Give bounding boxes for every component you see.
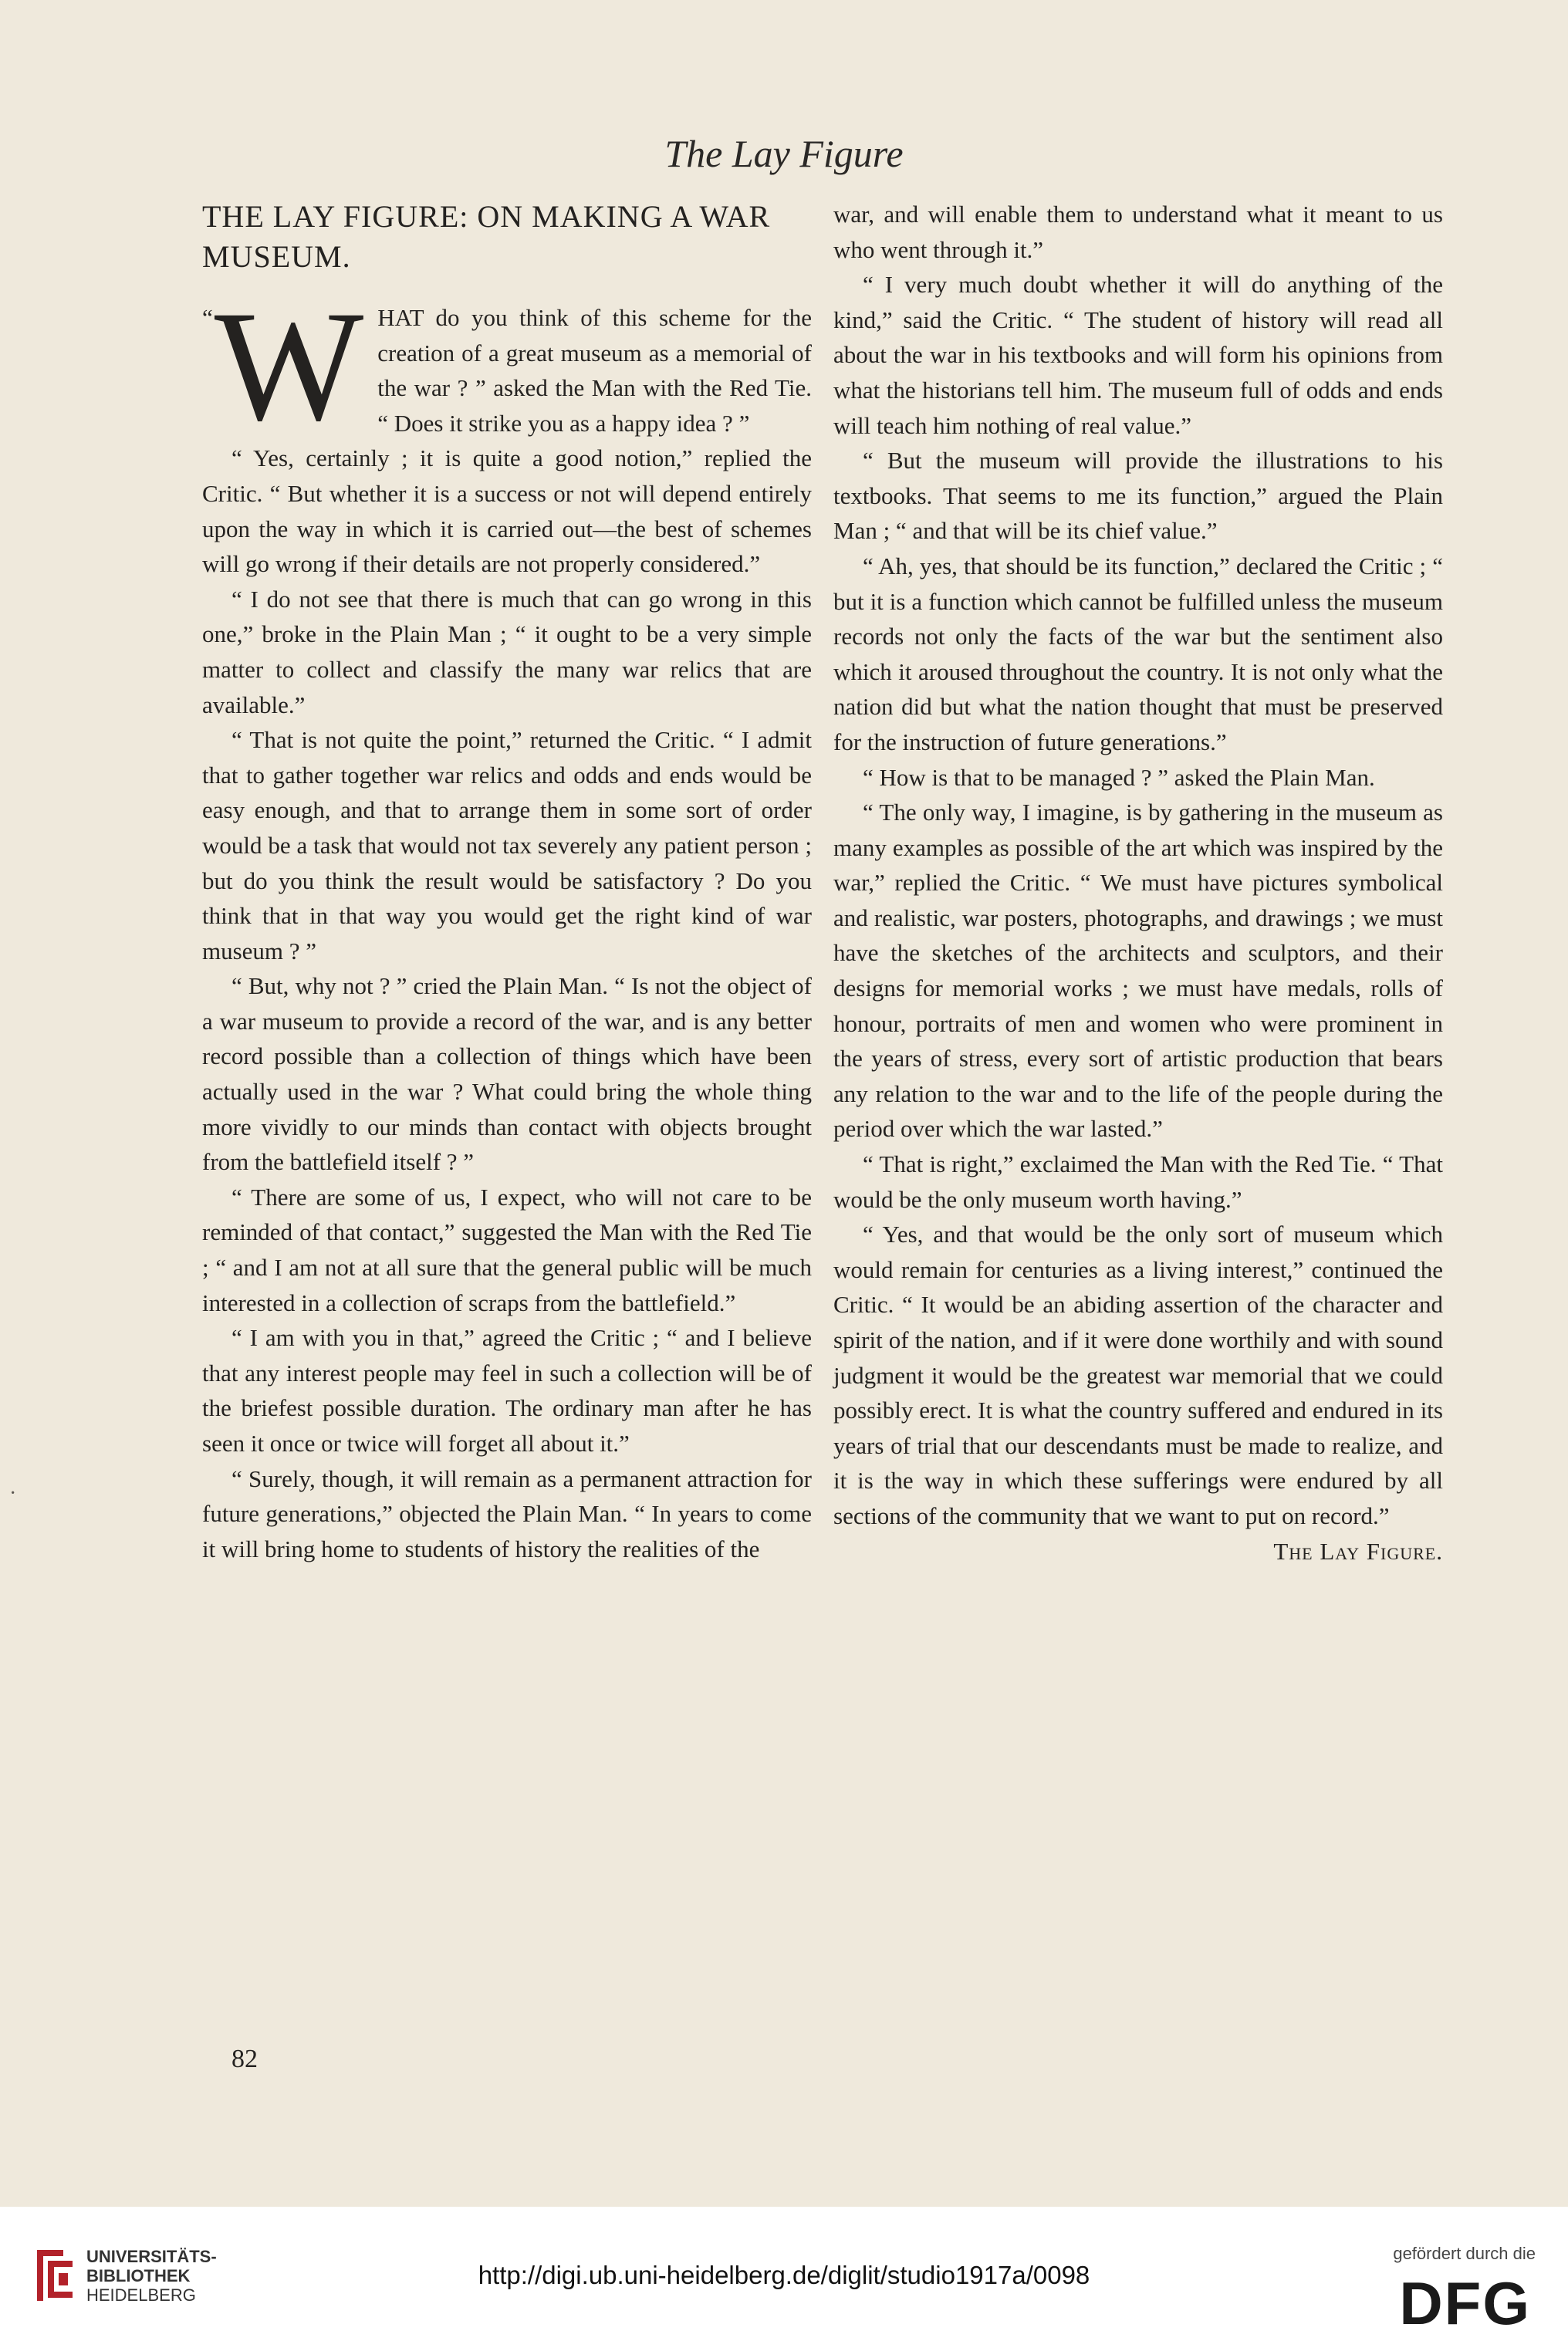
right-column	[833, 197, 1443, 1569]
paragraph: “ There are some of us, I expect, who will not care to be reminded of that contact,” suggested the Man with the Red Tie ; “ and I am not at all sure that the general public will be much interested in a collection of scraps from the battlefield.”	[202, 1183, 812, 1316]
permalink-url[interactable]: http://digi.ub.uni-heidelberg.de/diglit/studio1917a/0098	[478, 2261, 1090, 2289]
paragraph: “ Surely, though, it will remain as a permanent attraction for future generations,” objected the Plain Man. “ In years to come it will bring home to students of history the realities of the	[202, 1464, 812, 1562]
paragraph: “ But, why not ? ” cried the Plain Man. “ Is not the object of a war museum to provide a record of the war, and is any better record possible than a collection of things which have been actually used in the war ? What could bring the whole thing more vividly to our minds than contact with objects brought from the battlefield itself ? ”	[202, 972, 812, 1176]
scan-speck: ·	[9, 1481, 17, 1505]
left-column	[202, 197, 812, 1566]
paragraph-text: HAT do you think of this scheme for the creation of a great museum as a memorial of the war ? ” asked the Man with the Red Tie. “ Does it strike you as a happy idea ? ”	[377, 304, 812, 437]
paragraph: “ But the museum will provide the illustrations to his textbooks. That seems to me its function,” argued the Plain Man ; “ and that will be its chief value.”	[833, 447, 1443, 545]
paragraph: “ That is right,” exclaimed the Man with the Red Tie. “ That would be the only museum worth having.”	[833, 1150, 1443, 1213]
paragraph: “ Ah, yes, that should be its function,” declared the Critic ; “ but it is a function which cannot be fulfilled unless the museum records not only the facts of the war but the sentiment also which it aroused throughout the country. It is not only what the nation did but what the nation thought that must be preserved for the instruction of future generations.”	[833, 552, 1443, 755]
library-name-line: BIBLIOTHEK	[86, 2266, 191, 2285]
digitization-footer	[0, 2207, 1568, 2341]
paragraph	[833, 1217, 1443, 1565]
paragraph: “ That is not quite the point,” returned the Critic. “ I admit that to gather together war relics and odds and ends would be easy enough, and that to arrange them in some sort of order would be a task that would not tax severely any patient person ; but do you think the result would be satisfactory ? Do you think that in that way you would get the right kind of war museum ? ”	[202, 726, 812, 964]
article-title: THE LAY FIGURE: ON MAKING A WAR MUSEUM.	[202, 199, 771, 274]
paragraph: “ The only way, I imagine, is by gathering in the museum as many examples as possible of the art which was inspired by the war,” replied the Critic. “ We must have pictures symbolical and realistic, war posters, photographs, and drawings ; we must have the sketches of the architects and sculptors, and their designs for memorial works ; we must have medals, rolls of honour, portraits of men and women who were prominent in the years of stress, every sort of artistic production that bears any relation to the war and to the life of the people during the period over which the war lasted.”	[833, 799, 1443, 1143]
drop-cap: W	[214, 279, 364, 454]
paragraph	[202, 279, 812, 454]
library-name-line: HEIDELBERG	[86, 2285, 196, 2305]
paragraph-text: “ Yes, and that would be the only sort of museum which would remain for centuries as a living interest,” continued the Critic. “ It would be an abiding assertion of the character and spirit of the nation, and if it were done worthily and with sound judgment it would be the greatest war memorial that we could possibly erect. It is what the country suffered and endured in its years of trial that our descendants must be made to realize, and it is the way in which these sufferings were endured by all sections of the community that we want to put on record.”	[833, 1221, 1443, 1529]
library-name-line: UNIVERSITÄTS-	[86, 2247, 217, 2266]
paragraph: “ I do not see that there is much that can go wrong in this one,” broke in the Plain Man ; “ it ought to be a very simple matter to collect and classify the many war relics that are available.”	[202, 585, 812, 718]
paragraph: “ I very much doubt whether it will do anything of the kind,” said the Critic. “ The student of history will read all about the war in his textbooks and will form his opinions from what the historians tell him. The museum full of odds and ends will teach him nothing of real value.”	[833, 271, 1443, 439]
page-number: 82	[231, 2045, 258, 2073]
running-head: The Lay Figure	[664, 132, 904, 175]
dfg-logo: DFG	[1399, 2269, 1531, 2337]
paragraph: “ How is that to be managed ? ” asked the Plain Man.	[863, 763, 1375, 791]
signature: The Lay Figure.	[1273, 1537, 1443, 1565]
paragraph: “ Yes, certainly ; it is quite a good notion,” replied the Critic. “ But whether it is a success or not will depend entirely upon the way in which it is carried out—the best of schemes will go wrong if their details are not properly considered.”	[202, 444, 812, 578]
paragraph: war, and will enable them to understand what it meant to us who went through it.”	[833, 201, 1443, 263]
opening-quote: “	[202, 304, 213, 331]
funder-label: gefördert durch die	[1393, 2244, 1536, 2263]
paragraph: “ I am with you in that,” agreed the Critic ; “ and I believe that any interest people may feel in such a collection will be of the briefest possible duration. The ordinary man after he has seen it once or twice will forget all about it.”	[202, 1324, 812, 1457]
